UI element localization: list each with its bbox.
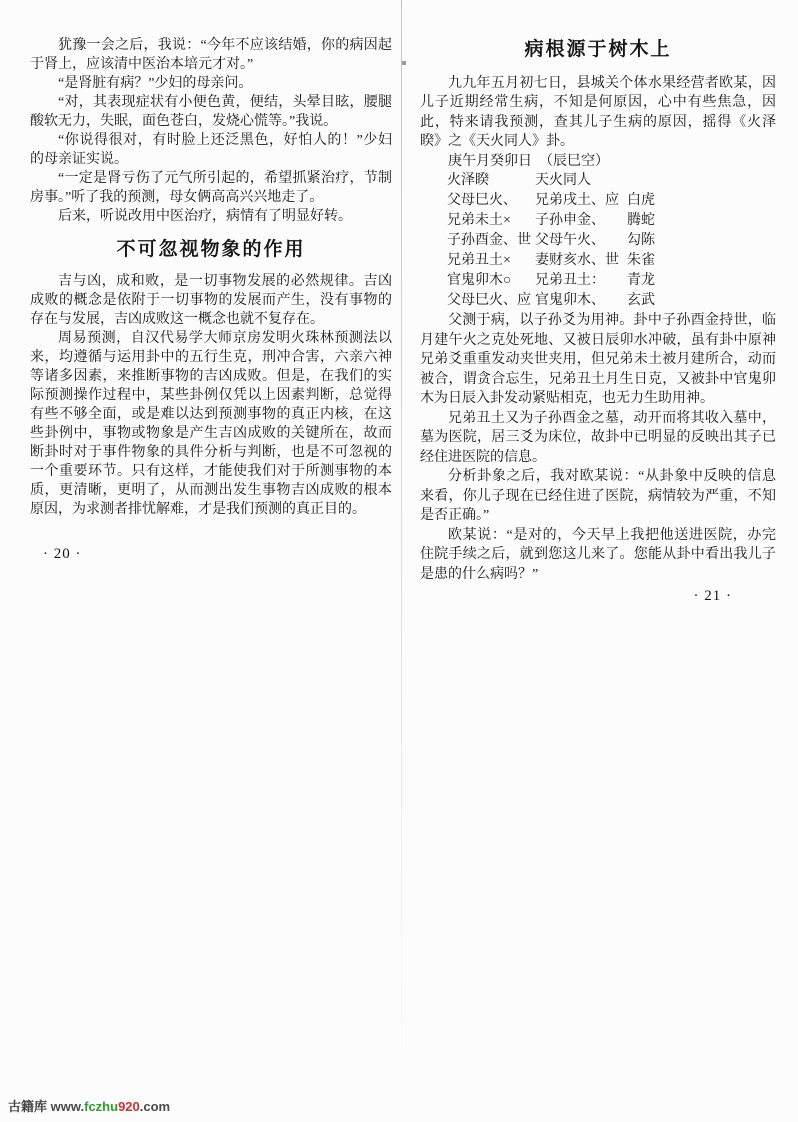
hexagram-line-row: [447, 271, 776, 291]
paragraph: 兄弟丑土又为子孙酉金之墓，动开而将其收入墓中，墓为医院，居三爻为床位，故卦中已明显的反映出其子已经住进医院的信息。: [420, 410, 776, 465]
paragraph: 后来，听说改用中医治疗，病情有了明显好转。: [58, 209, 352, 224]
paragraph: “是肾脏有病？”少妇的母亲问。: [58, 76, 253, 91]
hexagram-original-line: 父母巳火、: [447, 193, 517, 208]
hexagram-original-name: 火泽睽: [447, 173, 489, 188]
hexagram-original-line: 兄弟丑土×: [447, 253, 511, 268]
section-heading: 不可忽视物象的作用: [116, 239, 306, 260]
hexagram-changed-line: 父母午火、: [535, 233, 605, 248]
hexagram-six-spirit: 勾陈: [627, 233, 655, 248]
paragraph: “一定是肾亏伤了元气所引起的，希望抓紧治疗，节制房事。”听了我的预测，母女俩高高兴兴地走了。: [30, 171, 392, 205]
paragraph: 吉与凶，成和败，是一切事物发展的必然规律。吉凶成败的概念是依附于一切事物的发展而产生，没有事物的存在与发展，吉凶成败这一概念也就不复存在。: [30, 274, 392, 327]
hexagram-six-spirit: 白虎: [627, 193, 655, 208]
left-page-column: [30, 36, 392, 564]
paragraph: 犹豫一会之后，我说：“今年不应该结婚，你的病因起于肾上，应该清中医治本培元才对。”: [30, 38, 392, 72]
hexagram-six-spirit: 玄武: [627, 293, 655, 308]
paragraph: 欧某说：“是对的，今天早上我把他送进医院，办完住院手续之后，就到您这儿来了。您能从卦中看出我儿子是患的什么病吗？”: [420, 527, 776, 582]
hexagram-original-line: 官鬼卯木○: [447, 273, 512, 288]
hexagram-original-line: 父母巳火、应: [447, 293, 531, 308]
page-number-right: · 21 ·: [693, 588, 732, 604]
hexagram-six-spirit: 青龙: [627, 273, 655, 288]
paragraph: “对，其表现症状有小便色黄，便结，头晕目眩，腰腿酸软无力，失眠，面色苍白，发烧心慌等。”我说。: [30, 95, 392, 129]
hexagram-line-row: [447, 191, 776, 211]
hexagram-changed-line: 妻财亥水、世: [535, 253, 619, 268]
watermark-url-green: fczhu: [84, 1099, 119, 1114]
hexagram-table: [447, 171, 776, 311]
hexagram-changed-name: 天火同人: [535, 173, 591, 188]
paragraph: 父测于病，以子孙爻为用神。卦中子孙酉金持世，临月建午火之克处死地、又被日辰卯水冲破，虽有卦中原神兄弟爻重重发动夹世夹用，但兄弟未土被月建所合，动而被合，谓贪合忘生，兄弟丑土月生日克，又被卦中官鬼卯木为日辰入卦发动紧贴相克，也无力生助用神。: [420, 313, 776, 406]
paragraph: “你说得很对，有时脸上还泛黑色，好怕人的！”少妇的母亲证实说。: [30, 133, 392, 167]
hexagram-six-spirit: 朱雀: [627, 253, 655, 268]
watermark-url-www: www.: [50, 1099, 85, 1114]
hexagram-changed-line: 兄弟戌土、应: [535, 193, 619, 208]
hexagram-line-row: [447, 231, 776, 251]
watermark-library-label: 古籍库: [8, 1099, 48, 1114]
watermark-url-red: 920: [118, 1099, 140, 1114]
right-page-column: [420, 40, 776, 607]
paragraph: 九九年五月初七日，县城关个体水果经营者欧某，因儿子近期经常生病，不知是何原因，心中有些焦急，因此，特来请我预测，查其儿子生病的原因，摇得《火泽睽》之《天火同人》卦。: [420, 75, 776, 149]
hexagram-line-row: [447, 211, 776, 231]
chapter-heading: 病根源于树木上: [524, 39, 672, 60]
hexagram-title-row: [447, 171, 776, 191]
scan-speck: [402, 61, 406, 65]
hexagram-original-line: 兄弟未土×: [447, 213, 511, 228]
watermark-url-suffix: .com: [139, 1099, 171, 1114]
hexagram-six-spirit: 腾蛇: [627, 213, 655, 228]
hexagram-line-row: [447, 251, 776, 271]
hexagram-changed-line: 子孙申金、: [535, 213, 605, 228]
page-number-left: · 20 ·: [43, 546, 82, 562]
hexagram-original-line: 子孙酉金、世: [447, 233, 531, 248]
hexagram-changed-line: 兄弟丑土：: [535, 273, 605, 288]
watermark: [8, 1096, 170, 1115]
hexagram-changed-line: 官鬼卯木、: [535, 293, 605, 308]
paragraph: 分析卦象之后，我对欧某说：“从卦象中反映的信息来看，你儿子现在已经住进了医院，病情较为严重，不知是否正确。”: [420, 469, 776, 523]
divination-date-line: 庚午月癸卯日 （辰巳空）: [448, 153, 609, 169]
hexagram-line-row: [447, 291, 776, 311]
paragraph: 周易预测，自汉代易学大师京房发明火珠林预测法以来，均遵循与运用卦中的五行生克，刑冲合害，六亲六神等诸多因素，来推断事物的吉凶成败。但是，在我们的实际预测操作过程中，某些卦例仅凭以上因素判断，总觉得有些不够全面，或是难以达到预测事物的真正内核，在这些卦例中，事物或物象是产生吉凶成败的关键所在，故而断卦时对于事件物象的具件分析与判断，也是不可忽视的一个重要环节。只有这样，才能使我们对于所测事物的本质，更清晰，更明了，从而测出发生事物吉凶成败的根本原因，为求测者排忧解难，才是我们预测的真正目的。: [30, 331, 392, 517]
page-gutter-divider: [401, 0, 402, 1122]
